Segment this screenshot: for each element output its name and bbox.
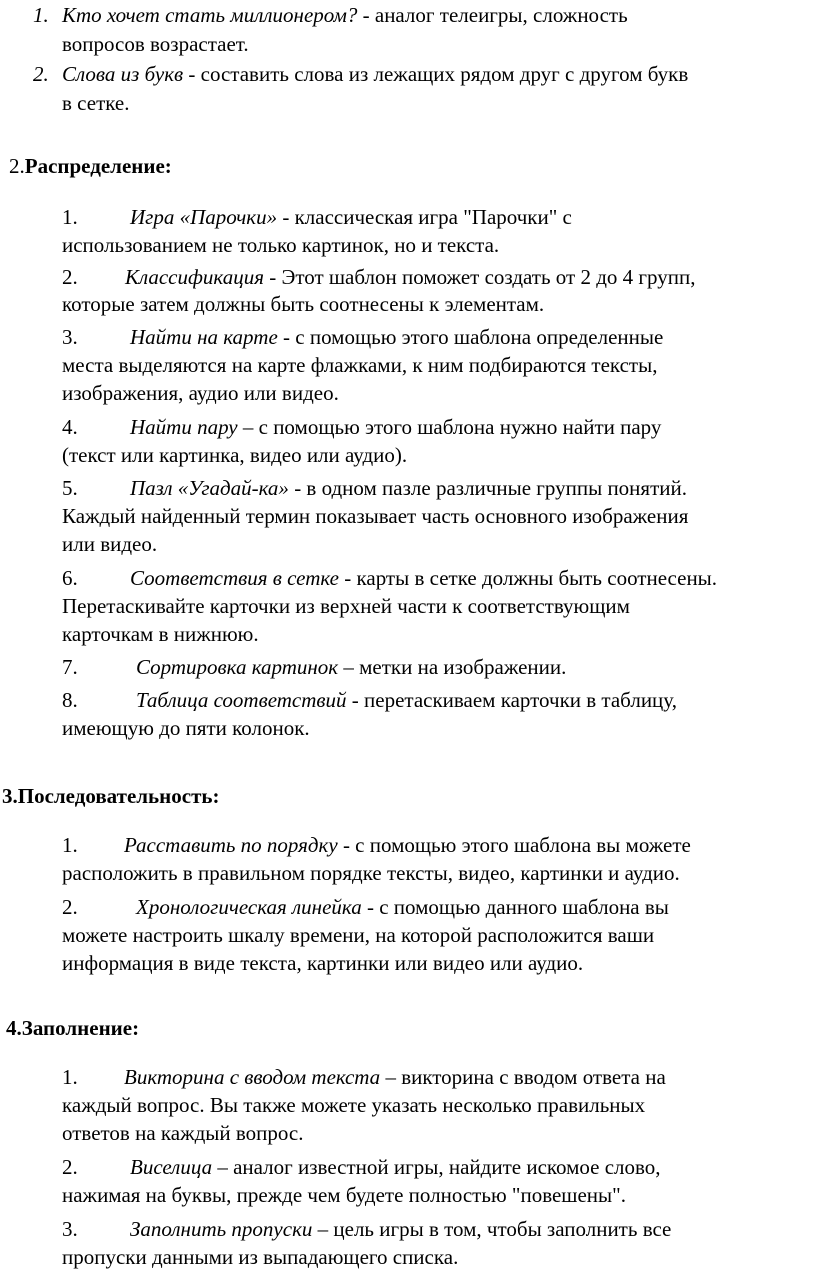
item-title: Игра «Парочки»	[130, 205, 278, 229]
list-number: 5.	[62, 476, 78, 500]
item-text: или видео.	[62, 532, 158, 556]
item-title: Хронологическая линейка	[136, 895, 362, 919]
section-heading: 2.Распределение:	[9, 154, 172, 178]
item-text: - Этот шаблон поможет создать от 2 до 4 групп,	[263, 265, 696, 289]
item-text: - в одном пазле различные группы понятий.	[288, 476, 687, 500]
section-heading: 3.Последовательность:	[2, 784, 220, 808]
item-title: Сортировка картинок	[136, 655, 339, 679]
list-number: 2.	[33, 62, 49, 86]
item-text: можете настроить шкалу времени, на которой расположится ваши	[62, 923, 655, 947]
item-text: – метки на изображении.	[338, 655, 567, 679]
list-number: 8.	[62, 688, 78, 712]
list-number: 2.	[62, 1155, 78, 1179]
item-title: Пазл «Угадай-ка»	[130, 476, 289, 500]
item-text: - с помощью данного шаблона вы	[361, 895, 669, 919]
list-number: 1.	[62, 205, 78, 229]
item-text: – викторина с вводом ответа на	[380, 1065, 666, 1089]
list-number: 1.	[33, 3, 49, 27]
item-text: вопросов возрастает.	[62, 32, 249, 56]
list-number: 1.	[62, 833, 78, 857]
item-title: Слова из букв	[62, 62, 184, 86]
item-text: - с помощью этого шаблона вы можете	[337, 833, 691, 857]
item-title: Соответствия в сетке	[130, 566, 339, 590]
item-title: Классификация	[125, 265, 264, 289]
list-item-line	[124, 1067, 666, 1088]
item-text: – аналог известной игры, найдите искомое слово,	[212, 1155, 661, 1179]
list-item-line	[130, 1219, 671, 1240]
item-title: Кто хочет стать миллионером?	[62, 3, 358, 27]
item-title: Заполнить пропуски	[130, 1217, 313, 1241]
item-text: места выделяются на карте флажками, к ним подбираются тексты,	[62, 353, 658, 377]
item-text: расположить в правильном порядке тексты, видео, картинки и аудио.	[62, 861, 680, 885]
list-number: 2.	[62, 265, 78, 289]
list-item-line	[130, 568, 717, 589]
item-text: в сетке.	[62, 91, 130, 115]
item-text: - карты в сетке должны быть соотнесены.	[339, 566, 718, 590]
item-text: (текст или картинка, видео или аудио).	[62, 443, 408, 467]
item-text: Перетаскивайте карточки из верхней части к соответствующим	[62, 594, 630, 618]
list-item-line	[130, 478, 687, 499]
list-number: 1.	[62, 1065, 78, 1089]
list-number: 2.	[62, 895, 78, 919]
list-item-line	[136, 657, 566, 678]
item-title: Расставить по порядку	[124, 833, 338, 857]
item-text: ответов на каждый вопрос.	[62, 1121, 304, 1145]
list-number: 6.	[62, 566, 78, 590]
list-item-line	[124, 835, 691, 856]
item-text: пропуски данными из выпадающего списка.	[62, 1245, 459, 1269]
item-title: Найти пару	[130, 415, 238, 439]
item-text: – цель игры в том, чтобы заполнить все	[312, 1217, 672, 1241]
section-heading: 4.Заполнение:	[6, 1016, 140, 1040]
item-text: – с помощью этого шаблона нужно найти пару	[237, 415, 662, 439]
list-item-line	[130, 417, 661, 438]
list-item-line	[62, 5, 628, 26]
list-item-line	[130, 207, 572, 228]
list-item-line	[130, 1157, 661, 1178]
item-text: - перетаскиваем карточки в таблицу,	[346, 688, 677, 712]
item-text: нажимая на буквы, прежде чем будете полностью "повешены".	[62, 1183, 626, 1207]
list-item-line	[125, 267, 695, 288]
list-item-line	[136, 897, 669, 918]
item-text: Каждый найденный термин показывает часть основного изображения	[62, 504, 689, 528]
list-number: 7.	[62, 655, 78, 679]
list-item-line	[130, 327, 663, 348]
list-item-line	[136, 690, 677, 711]
list-number: 3.	[62, 325, 78, 349]
list-item-line	[62, 64, 688, 85]
list-number: 4.	[62, 415, 78, 439]
item-text: - с помощью этого шаблона определенные	[277, 325, 664, 349]
item-text: использованием не только картинок, но и текста.	[62, 233, 500, 257]
item-text: - аналог телеигры, сложность	[357, 3, 628, 27]
item-text: - составить слова из лежащих рядом друг с другом букв	[183, 62, 689, 86]
item-text: - классическая игра "Парочки" с	[277, 205, 572, 229]
item-title: Виселица	[130, 1155, 213, 1179]
item-title: Викторина с вводом текста	[124, 1065, 381, 1089]
item-text: карточкам в нижнюю.	[62, 622, 259, 646]
item-text: изображения, аудио или видео.	[62, 381, 339, 405]
list-number: 3.	[62, 1217, 78, 1241]
item-text: информация в виде текста, картинки или видео или аудио.	[62, 951, 584, 975]
item-text: каждый вопрос. Вы также можете указать несколько правильных	[62, 1093, 646, 1117]
item-title: Найти на карте	[130, 325, 278, 349]
item-text: имеющую до пяти колонок.	[62, 716, 310, 740]
item-title: Таблица соответствий	[136, 688, 347, 712]
item-text: которые затем должны быть соотнесены к элементам.	[62, 292, 545, 316]
